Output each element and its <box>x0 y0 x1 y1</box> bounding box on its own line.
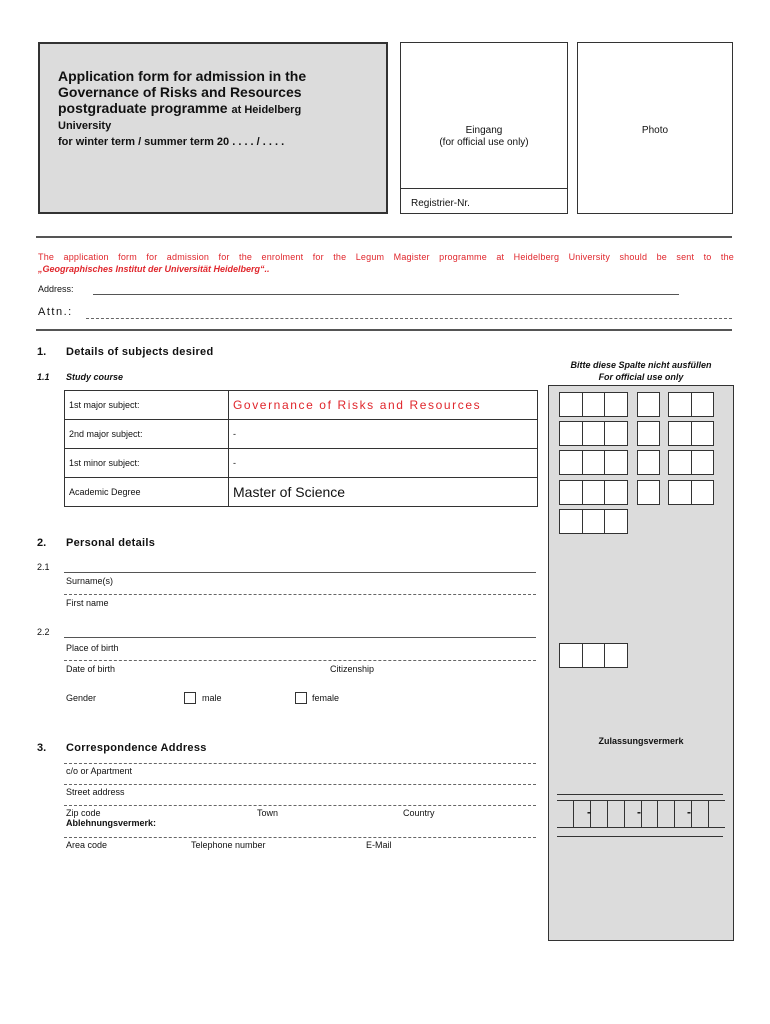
date-dash-2: - <box>637 805 641 819</box>
surname-label: Surname(s) <box>66 576 114 586</box>
phone-line[interactable] <box>64 837 536 838</box>
zulassung-label: Zulassungsvermerk <box>598 736 684 746</box>
subject-label: 1st minor subject: <box>65 449 229 478</box>
address-label: Address: <box>38 284 74 294</box>
code-grid <box>559 480 628 505</box>
subject-label: 2nd major subject: <box>65 420 229 449</box>
female-label: female <box>312 693 340 703</box>
section-2-2-number: 2.2 <box>37 627 50 637</box>
section-1-1-title: Study course <box>66 372 124 382</box>
title-at: at Heidelberg <box>231 104 302 116</box>
section-3-title: Correspondence Address <box>66 742 207 754</box>
section-1-1-number: 1.1 <box>37 372 50 382</box>
male-checkbox[interactable] <box>184 692 196 704</box>
attn-label: Attn.: <box>38 306 73 318</box>
town-label: Town <box>257 808 279 818</box>
code-grid <box>637 450 660 475</box>
header-separator <box>36 236 732 238</box>
country-label: Country <box>403 808 435 818</box>
co-line[interactable] <box>64 763 536 764</box>
code-grid <box>668 450 714 475</box>
subject-value[interactable]: - <box>229 449 538 478</box>
code-grid <box>668 421 714 446</box>
section-1-title: Details of subjects desired <box>66 346 214 358</box>
subject-value[interactable]: Governance of Risks and Resources <box>229 391 538 420</box>
table-row <box>65 449 538 478</box>
email-label: E-Mail <box>366 840 392 850</box>
title-line-3: postgraduate programme <box>58 100 228 116</box>
subject-value[interactable]: - <box>229 420 538 449</box>
code-grid <box>637 480 660 505</box>
code-grid <box>668 392 714 417</box>
female-checkbox[interactable] <box>295 692 307 704</box>
section-2-1-number: 2.1 <box>37 562 50 572</box>
code-grid <box>668 480 714 505</box>
telephone-label: Telephone number <box>191 840 266 850</box>
subject-label: Academic Degree <box>65 478 229 507</box>
term-line: for winter term / summer term 20 . . . . / . . . . <box>58 136 285 148</box>
official-note-2: For official use only <box>598 372 684 382</box>
official-use-panel <box>548 385 734 941</box>
code-grid <box>637 421 660 446</box>
subject-value[interactable]: Master of Science <box>229 478 538 507</box>
title-line-2: Governance of Risks and Resources <box>58 84 302 100</box>
place-of-birth-label: Place of birth <box>66 643 119 653</box>
official-use-label: (for official use only) <box>439 137 529 148</box>
section-2-number: 2. <box>37 537 47 549</box>
code-grid <box>559 392 628 417</box>
first-name-line[interactable] <box>64 594 536 595</box>
ablehnung-label: Ablehnungsvermerk: <box>66 818 157 828</box>
eingang-box <box>400 42 568 214</box>
zulassung-line <box>557 794 723 795</box>
photo-box <box>577 42 733 214</box>
table-row <box>65 420 538 449</box>
official-note-1: Bitte diese Spalte nicht ausfüllen <box>570 360 712 370</box>
date-of-birth-label: Date of birth <box>66 664 116 674</box>
section-1-number: 1. <box>37 346 47 358</box>
zip-town-line[interactable] <box>64 805 536 806</box>
co-label: c/o or Apartment <box>66 766 133 776</box>
surname-line[interactable] <box>64 572 536 573</box>
subjects-table <box>64 390 538 507</box>
notice-line-1: The application form for admission for the enrolment for the Legum Magister programme at Heidelberg University should be sent to the <box>38 252 734 262</box>
attn-separator <box>36 329 732 331</box>
subject-label: 1st major subject: <box>65 391 229 420</box>
date-dash-3: - <box>687 805 691 819</box>
street-label: Street address <box>66 787 125 797</box>
title-box <box>38 42 388 214</box>
ablehnung-line <box>557 836 723 837</box>
address-line[interactable] <box>93 294 679 295</box>
code-grid <box>637 392 660 417</box>
area-code-label: Area code <box>66 840 108 850</box>
title-line-1: Application form for admission in the <box>58 68 307 84</box>
section-2-title: Personal details <box>66 537 156 549</box>
attn-line[interactable] <box>86 318 732 319</box>
table-row <box>65 391 538 420</box>
first-name-label: First name <box>66 598 109 608</box>
citizenship-label: Citizenship <box>330 664 375 674</box>
form-title <box>58 68 378 134</box>
code-grid <box>559 421 628 446</box>
citizenship-grid <box>559 643 628 668</box>
eingang-divider <box>401 188 567 189</box>
gender-label: Gender <box>66 693 97 703</box>
date-grid <box>557 800 725 828</box>
date-of-birth-line[interactable] <box>64 660 536 661</box>
code-grid <box>559 509 628 534</box>
male-label: male <box>202 693 222 703</box>
notice-line-2: „Geographisches Institut der Universität Heidelberg“.. <box>38 264 270 274</box>
street-line[interactable] <box>64 784 536 785</box>
photo-label: Photo <box>641 125 669 136</box>
eingang-label: Eingang <box>465 125 503 136</box>
section-3-number: 3. <box>37 742 47 754</box>
place-of-birth-line[interactable] <box>64 637 536 638</box>
zip-label: Zip code <box>66 808 101 818</box>
registrier-label: Registrier-Nr. <box>411 198 470 209</box>
title-line-4: University <box>58 120 112 132</box>
date-dash-1: - <box>587 805 591 819</box>
code-grid <box>559 450 628 475</box>
table-row <box>65 478 538 507</box>
